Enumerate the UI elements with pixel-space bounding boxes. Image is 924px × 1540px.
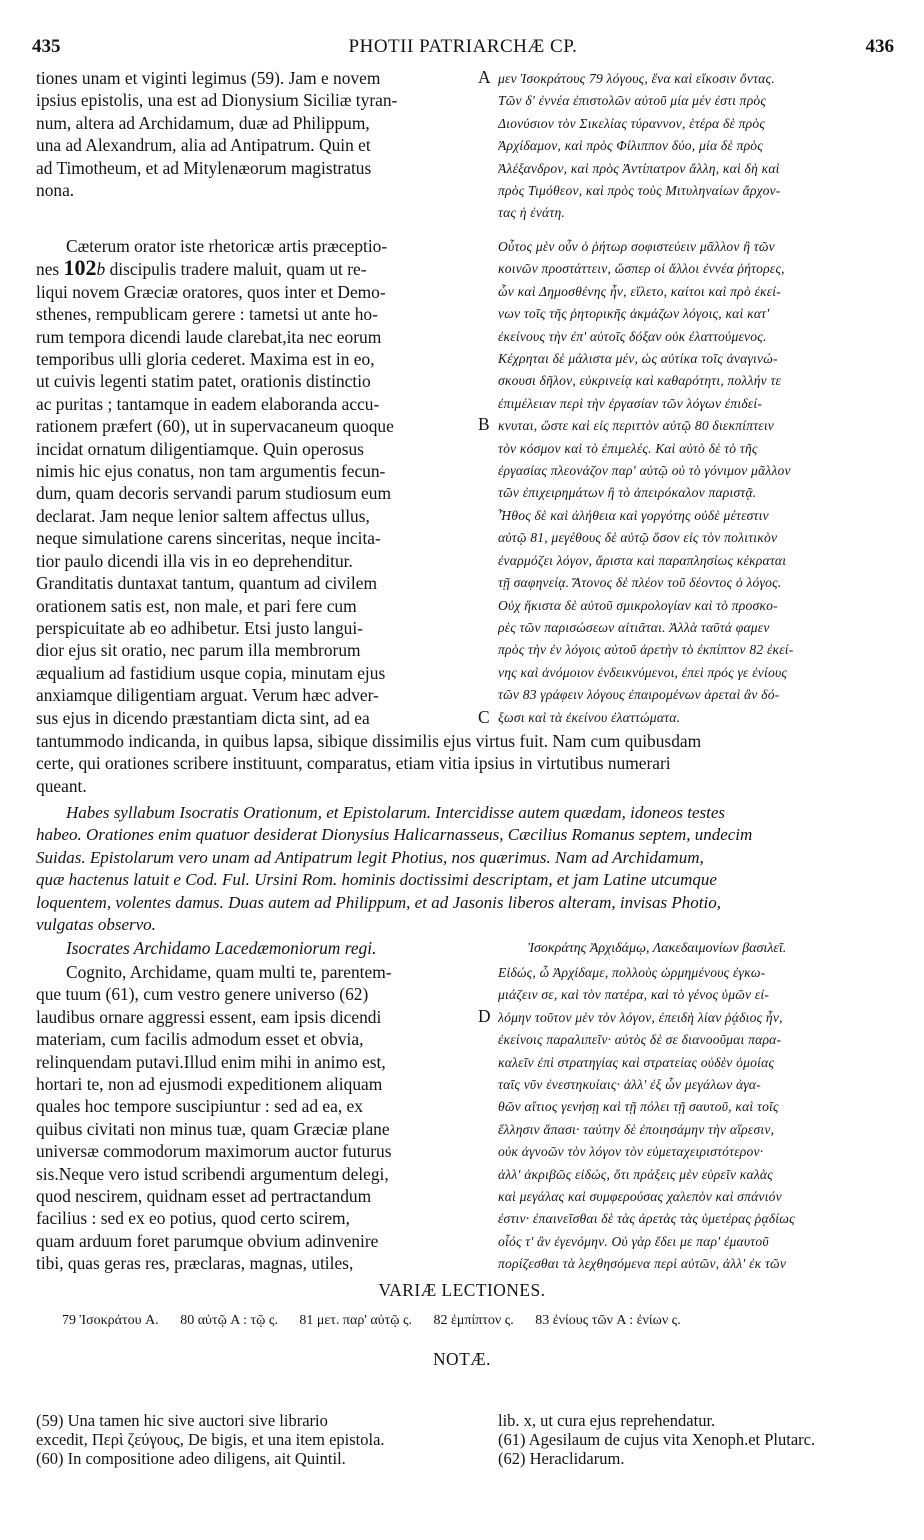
- latin-line: sis.Neque vero istud scribendi argumentum delegi,: [36, 1163, 389, 1184]
- note-line: (61) Agesilaum de cujus vita Xenoph.et Plutarc.: [498, 1430, 816, 1449]
- greek-line: μιάζειν σε, καὶ τὸν πατέρα, καὶ τὸ γένος ὑμῶν εἰ-: [498, 987, 770, 1003]
- page-number-right: 436: [865, 36, 894, 57]
- latin-line-folio: [36, 257, 468, 280]
- editor-note: [36, 802, 894, 936]
- greek-line: πρὸς τὴν ἐν λόγοις αὐτοῦ ἀρετὴν τὸ ἐκπίπτον 82 ἐκεί-: [498, 642, 794, 658]
- latin-line: liqui novem Græciæ oratores, quos inter et Demo-: [36, 281, 386, 302]
- greek-line: τὸν κόσμον καὶ τὸ ἐπιμελές. Καὶ αὐτὸ δὲ τὸ τῆς: [498, 440, 758, 456]
- latin-line: materiam, cum facilis admodum esset et obvia,: [36, 1029, 364, 1050]
- greek-line: Οὐχ ἥκιστα δὲ αὐτοῦ σμικρολογίαν καὶ τὸ προσκο-: [498, 597, 778, 613]
- note-line: vulgatas observo.: [36, 915, 156, 935]
- latin-line: perspicuitate ab eo adhibetur. Etsi justo langui-: [36, 617, 363, 638]
- latin-line: relinquendam putavi.Illud enim mihi in animo est,: [36, 1051, 386, 1072]
- latin-line: nimis hic ejus conatus, non tam argumentis fecun-: [36, 461, 386, 482]
- greek-line: κνυται, ὥστε καὶ εἰς περιττὸν αὐτῷ 80 διεκπίπτειν: [498, 418, 775, 434]
- latin-line: ut cuivis legenti statim patet, orationis distinctio: [36, 371, 371, 392]
- greek-line: Ἀλέξανδρον, καὶ πρὸς Ἀντίπατρον ἄλλη, καὶ δὴ καὶ: [498, 160, 780, 176]
- latin-line: tantummodo indicanda, in quibus lapsa, sibique dissimilis ejus virtus fuit. Nam cum quibusdam: [36, 731, 702, 751]
- greek-line: καλεῖν ἐπὶ στρατηγίας καὶ στρατείας οὐδὲν ὁμοίας: [498, 1054, 775, 1070]
- running-title: PHOTII PATRIARCHÆ CP.: [348, 36, 578, 57]
- latin-line: declarat. Jam neque lenior saltem affectus ullus,: [36, 505, 370, 526]
- latin-line: rationem præfert (60), ut in supervacaneum quoque: [36, 416, 394, 437]
- note-line: (60) In compositione adeo diligens, ait Quintil.: [36, 1449, 346, 1468]
- latin-line: sthenes, rempublicam gerere : tametsi ut ante ho-: [36, 304, 378, 325]
- latin-line: sus ejus in dicendo præstantiam dicta sint, ad ea: [36, 707, 370, 728]
- variant-reading: 79 Ἰσοκράτου A.: [62, 1313, 159, 1328]
- greek-line: Εἰδώς, ὦ Ἀρχίδαμε, πολλοὺς ὡρμημένους ἐγκω-: [498, 965, 766, 980]
- latin-line: anxiamque diligentiam arguat. Verum hæc adver-: [36, 685, 379, 706]
- folio-number: 102: [63, 257, 97, 281]
- greek-line: ἐκείνους τὴν ἐπ' αὐτοῖς δόξαν οὐκ ἐλαττούμενος.: [498, 328, 767, 344]
- greek-line: Κέχρηται δὲ μάλιστα μέν, ὡς αὐτίκα τοῖς ἀναγινώ-: [498, 351, 778, 367]
- greek-line: λόμην τοῦτον μὲν τὸν λόγον, ἐπειδὴ λίαν ῥᾴδιος ἦν,: [498, 1009, 783, 1025]
- latin-line: quales hoc tempore suscipiuntur : sed ad ea, ex: [36, 1096, 363, 1117]
- latin-fragment: nes: [36, 259, 60, 280]
- latin-line: tibi, quas geras res, præclaras, magnas, utiles,: [36, 1253, 354, 1274]
- latin-line: neque simulatione carens sinceritas, neque incita-: [36, 528, 381, 549]
- greek-line: τῶν ἐπιχειρημάτων ἢ τὸ ἀπειρόκαλον παριστᾷ.: [498, 485, 757, 501]
- note-line: habeo. Orationes enim quatuor desiderat Dionysius Halicarnasseus, Cæcilius Romanus septem, undecim: [36, 825, 753, 845]
- greek-line: ἐργασίας πλεονάζον παρ' αὐτῷ οὐ τὸ γόνιμον μᾶλλον: [498, 463, 791, 479]
- greek-line: κοινῶν προστάττειν, ὥσπερ οἱ ἄλλοι ἐννέα ῥήτορες,: [498, 261, 785, 277]
- latin-line: una ad Alexandrum, alia ad Antipatrum. Quin et: [36, 135, 371, 156]
- greek-line: τῶν 83 γράφειν λόγους ἐπαιρομένων ἀρεταὶ ἂν δό-: [498, 687, 780, 703]
- latin-letter-caption: Isocrates Archidamo Lacedæmoniorum regi.: [66, 938, 377, 958]
- latin-column-3: [36, 961, 468, 1275]
- latin-line: que tuum (61), cum vestro genere universo (62): [36, 984, 369, 1005]
- folio-suffix: b: [96, 259, 106, 280]
- latin-line: num, altera ad Archidamum, duæ ad Philippum,: [36, 112, 370, 133]
- note-line: loquentem, volentes damus. Duas autem ad Philippum, et ad Jasonis liberos alteram, invisas Photio,: [36, 892, 721, 912]
- latin-line: tiones unam et viginti legimus (59). Jam e novem: [36, 68, 381, 88]
- latin-fragment: discipulis tradere maluit, quam ut re-: [109, 259, 367, 280]
- note-line: Habes syllabum Isocratis Orationum, et Epistolarum. Intercidisse autem quædam, idoneos testes: [66, 803, 726, 822]
- greek-column-2: [498, 236, 890, 729]
- greek-line: ἀλλ' ἀκριβῶς εἰδώς, ὅτι πράξεις μὲν εὑρεῖν καλὰς: [498, 1166, 773, 1182]
- margin-marker-a: A: [478, 67, 491, 87]
- greek-column-3: [498, 962, 890, 1276]
- latin-line: ac puritas ; tantamque in eadem elaboranda accu-: [36, 393, 380, 414]
- note-line: excedit, Περὶ ζεύγους, De bigis, et una item epistola.: [36, 1430, 385, 1449]
- page-header: [32, 36, 894, 60]
- greek-line: μεν Ἰσοκράτους 79 λόγους, ἕνα καὶ εἴκοσιν ὄντας.: [498, 71, 775, 86]
- latin-line: certe, qui orationes scribere instituunt, comparatus, etiam vitia ipsius in virtutibus numerari: [36, 753, 671, 774]
- notes-left: [36, 1411, 476, 1468]
- note-line: (59) Una tamen hic sive auctori sive librario: [36, 1411, 328, 1430]
- greek-line: ξωσι καὶ τὰ ἐκείνου ἐλαττώματα.: [498, 709, 681, 725]
- latin-line: dior ejus sit oratio, nec parum illa membrorum: [36, 640, 361, 661]
- latin-full-width: [36, 730, 894, 797]
- variant-reading: 81 μετ. παρ' αὐτῷ ς.: [299, 1313, 412, 1328]
- latin-line: hortari te, non ad ejusmodi expeditionem aliquam: [36, 1074, 383, 1095]
- latin-line: Cognito, Archidame, quam multi te, parentem-: [66, 962, 392, 982]
- latin-line: laudibus ornare aggressi essent, eam ipsis dicendi: [36, 1006, 382, 1027]
- latin-line: incidat ornatum diligentiamque. Quin operosus: [36, 438, 364, 459]
- greek-line: ταῖς νῦν ἐνεστηκυίαις· ἀλλ' ἐξ ὧν μεγάλων ἀγα-: [498, 1077, 761, 1093]
- greek-line: ἐστιν· ἐπαινεῖσθαι δὲ τὰς ἀρετὰς τὰς ὑμετέρας ῥᾳδίως: [498, 1211, 795, 1227]
- note-line: (62) Heraclidarum.: [498, 1449, 625, 1468]
- latin-line: temporibus ulli gloria cederet. Maxima est in eo,: [36, 349, 375, 370]
- variae-heading: VARIÆ LECTIONES.: [378, 1280, 546, 1300]
- latin-line: quam arduum foret parumque obvium adinvenire: [36, 1230, 379, 1251]
- latin-line: Cæterum orator iste rhetoricæ artis præceptio-: [66, 236, 388, 256]
- greek-line: Ἦθος δὲ καὶ ἀλήθεια καὶ γοργότης οὐδὲ μέτεστιν: [498, 507, 769, 523]
- greek-line: Τῶν δ' ἐννέα ἐπιστολῶν αὐτοῦ μία μέν ἐστι πρὸς: [498, 93, 767, 109]
- greek-line: καὶ μεγάλας καὶ συμφερούσας χαλεπὸν καὶ σπάνιόν: [498, 1189, 782, 1205]
- latin-line: quod nescirem, quidnam esset ad pertractandum: [36, 1186, 372, 1207]
- latin-line: ipsius epistolis, una est ad Dionysium Siciliæ tyran-: [36, 90, 398, 111]
- note-line: Suidas. Epistolarum vero unam ad Antipatrum legit Photius, nos quærimus. Nam ad Archidamum,: [36, 847, 704, 867]
- greek-column-1: [498, 68, 890, 225]
- greek-line: τας ἡ ἐνάτη.: [498, 205, 565, 221]
- latin-line: Granditatis duntaxat tantum, quantum ad civilem: [36, 573, 377, 594]
- greek-line: νων τοῖς τῆς ῥητορικῆς ἀκμάζων λόγοις, καὶ κατ': [498, 306, 770, 322]
- latin-line: tior paulo dicendi illa vis in eo deprehenditur.: [36, 550, 353, 571]
- margin-marker-d: D: [478, 1006, 491, 1026]
- notae-heading: NOTÆ.: [432, 1349, 492, 1369]
- greek-line: ἕλλησιν ἅπασι· ταύτην δὲ ἐποιησάμην τὴν αἵρεσιν,: [498, 1121, 775, 1137]
- note-line: lib. x, ut cura ejus reprehendatur.: [498, 1411, 716, 1430]
- greek-line: πρὸς Τιμόθεον, καὶ πρὸς τοὺς Μιτυληναίων ἄρχον-: [498, 183, 781, 199]
- greek-line: ἐκείνοις παραλιπεῖν· αὐτὸς δὲ σε διανοοῦμαι παρα-: [498, 1032, 782, 1048]
- variant-reading: 83 ἐνίους τῶν A : ἐνίων ς.: [535, 1313, 681, 1328]
- greek-line: θῶν αἴτιος γενήσῃ καὶ τῇ πόλει τῇ σαυτοῦ, καὶ τοῖς: [498, 1099, 779, 1115]
- greek-line: οὐκ ἀγνοῶν τὸν λόγον τὸν εὐμεταχειριστότερον·: [498, 1144, 764, 1160]
- page-number-left: 435: [32, 36, 61, 57]
- greek-line: Ἀρχίδαμον, καὶ πρὸς Φίλιππον δύο, μία δὲ πρὸς: [498, 138, 764, 154]
- note-line: quæ hactenus latuit e Cod. Ful. Ursini Rom. hominis doctissimi descriptam, et jam Latine utcumque: [36, 870, 717, 890]
- margin-marker-b: B: [478, 414, 490, 434]
- greek-line: ὧν καὶ Δημοσθένης ἦν, εἵλετο, καίτοι καὶ πρὸ ἐκεί-: [498, 283, 781, 299]
- latin-line: universæ commodorum maximorum auctor futurus: [36, 1141, 392, 1162]
- greek-letter-caption: Ἰσοκράτης Ἀρχιδάμῳ, Λακεδαιμονίων βασιλεῖ.: [528, 941, 787, 956]
- margin-marker-c: C: [478, 707, 490, 727]
- latin-line: quibus civitati non minus tuæ, quam Græciæ plane: [36, 1118, 390, 1139]
- greek-line: ἐναρμόζει λόγον, ἄριστα καὶ παραπλησίως κέκραται: [498, 552, 787, 568]
- latin-column-2: [36, 235, 468, 729]
- variae-list: [62, 1313, 892, 1329]
- latin-line: rum tempora dicendi laude clarebat,ita nec eorum: [36, 326, 382, 347]
- greek-line: τῇ σαφηνείᾳ. Ἄτονος δὲ πλέον τοῦ δέοντος ὁ λόγος.: [498, 575, 782, 591]
- greek-line: νης καὶ ἀνόμοιον ἐνδεικνύμενοι, ἐπεὶ πρός γε ἐνίους: [498, 664, 788, 680]
- greek-line: Οὗτος μὲν οὖν ὁ ῥήτωρ σοφιστεύειν μᾶλλον ἢ τῶν: [498, 239, 775, 254]
- latin-line: facilius : sed ex eo potius, quod certo scirem,: [36, 1208, 350, 1229]
- greek-line: ἐπιμέλειαν περὶ τὴν ἐργασίαν τῶν λόγων ἐπιδεί-: [498, 395, 763, 411]
- greek-line: σκουσι δῆλον, εὐκρινείᾳ καὶ καθαρότητι, πολλήν τε: [498, 373, 782, 389]
- latin-column-1: [36, 67, 468, 201]
- notes-right: [498, 1411, 898, 1468]
- greek-line: αὐτῷ 81, μεγέθους δὲ αὐτῷ ὅσον εἰς τὸν πολιτικὸν: [498, 530, 778, 546]
- greek-line: ρὲς τῶν παρισώσεων αἰτιᾶται. Ἀλλὰ ταῦτά φαμεν: [498, 619, 770, 635]
- latin-line: queant.: [36, 775, 87, 796]
- latin-line: orationem satis est, non male, et pari fere cum: [36, 595, 357, 616]
- latin-line: dum, quam decoris servandi parum studiosum eum: [36, 483, 391, 504]
- latin-line: ad Timotheum, et ad Mitylenæorum magistratus: [36, 157, 372, 178]
- greek-line: πορίζεσθαι τὰ λεχθησόμενα περὶ αὐτῶν, ἀλλ' ἐκ τῶν: [498, 1256, 787, 1272]
- variant-reading: 82 ἐμπίπτον ς.: [433, 1313, 514, 1328]
- latin-line: nona.: [36, 180, 75, 201]
- latin-line: æqualium ad fastidium usque copia, minutam ejus: [36, 662, 386, 683]
- greek-line: οἷός τ' ἂν ἐγενόμην. Οὐ γὰρ ἔδει με παρ' ἐμαυτοῦ: [498, 1233, 769, 1249]
- variant-reading: 80 αὐτῷ A : τῷ ς.: [180, 1313, 278, 1328]
- greek-line: Διονύσιον τὸν Σικελίας τύραννον, ἑτέρα δὲ πρὸς: [498, 115, 766, 131]
